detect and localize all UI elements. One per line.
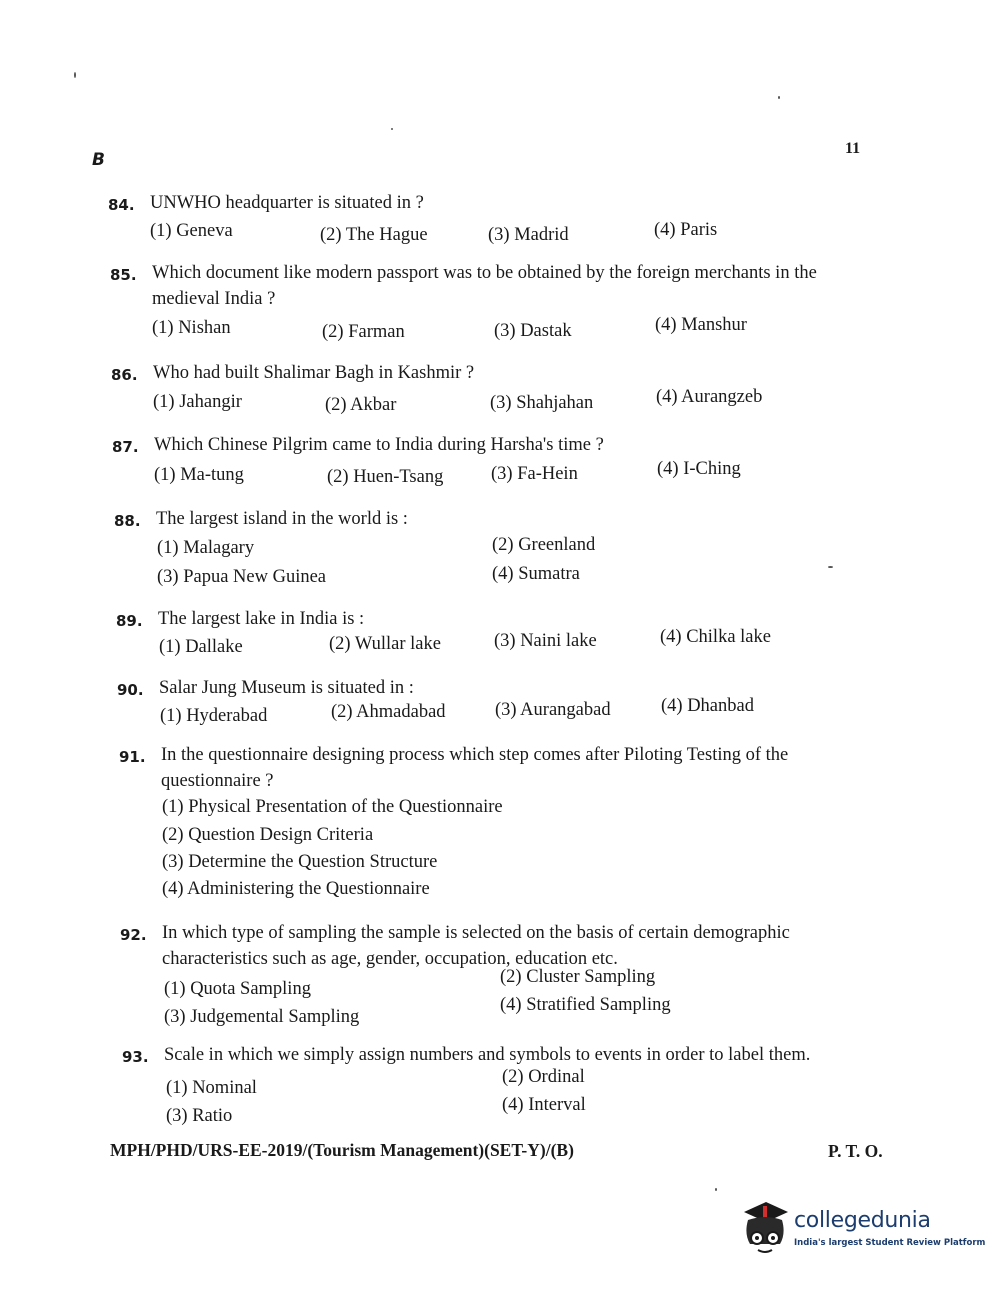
option-3: (3) Fa-Hein	[491, 464, 578, 484]
paper-code: MPH/PHD/URS-EE-2019/(Tourism Management)(SET-Y)/(B)	[110, 1140, 574, 1160]
option-1: (1) Geneva	[150, 221, 233, 241]
question-number: 93.	[122, 1048, 149, 1066]
brand-tagline: India's largest Student Review Platform	[794, 1238, 986, 1248]
question-text: Who had built Shalimar Bagh in Kashmir ?	[153, 363, 475, 383]
option-4: (4) Stratified Sampling	[500, 995, 671, 1015]
option-2: (2) Akbar	[325, 395, 397, 415]
question-number: 84.	[108, 196, 135, 214]
option-2: (2) Ahmadabad	[331, 702, 446, 722]
option-1: (1) Ma-tung	[154, 465, 244, 485]
option-1: (1) Nominal	[166, 1078, 257, 1098]
option-4: (4) Interval	[502, 1095, 586, 1115]
question-number: 85.	[110, 266, 137, 284]
option-3: (3) Dastak	[494, 321, 572, 341]
option-3: (3) Determine the Question Structure	[162, 852, 438, 872]
option-2: (2) Huen-Tsang	[327, 467, 444, 487]
scan-speck	[74, 72, 76, 78]
scan-speck	[778, 96, 780, 99]
brand-name: collegedunia	[794, 1208, 931, 1233]
option-2: (2) Ordinal	[502, 1067, 585, 1087]
option-4: (4) I-Ching	[657, 459, 741, 479]
scan-speck	[828, 566, 833, 568]
option-1: (1) Dallake	[159, 637, 243, 657]
option-3: (3) Papua New Guinea	[157, 567, 327, 587]
option-3: (3) Naini lake	[494, 631, 597, 651]
question-text: Scale in which we simply assign numbers and symbols to events in order to label them.	[164, 1045, 811, 1065]
option-1: (1) Physical Presentation of the Questionnaire	[162, 797, 503, 817]
option-4: (4) Paris	[654, 220, 718, 240]
option-4: (4) Chilka lake	[660, 627, 771, 647]
option-4: (4) Sumatra	[492, 564, 580, 584]
scan-speck	[715, 1188, 717, 1191]
question-number: 87.	[112, 438, 139, 456]
option-1: (1) Nishan	[152, 318, 231, 338]
option-3: (3) Shahjahan	[490, 393, 594, 413]
option-2: (2) Cluster Sampling	[500, 967, 656, 987]
question-number: 86.	[111, 366, 138, 384]
question-number: 88.	[114, 512, 141, 530]
option-3: (3) Madrid	[488, 225, 569, 245]
option-2: (2) Greenland	[492, 535, 596, 555]
pto-label: P. T. O.	[828, 1141, 883, 1161]
question-text: Which document like modern passport was to be obtained by the foreign merchants in the medieval India ?	[152, 263, 817, 309]
option-1: (1) Quota Sampling	[164, 979, 311, 999]
question-text: The largest island in the world is :	[156, 509, 408, 529]
page-number: 11	[845, 140, 861, 157]
scan-speck	[391, 128, 393, 130]
option-4: (4) Dhanbad	[661, 696, 754, 716]
question-number: 89.	[116, 612, 143, 630]
option-3: (3) Aurangabad	[495, 700, 611, 720]
option-4: (4) Administering the Questionnaire	[162, 879, 430, 899]
option-2: (2) The Hague	[320, 225, 428, 245]
option-4: (4) Aurangzeb	[656, 387, 763, 407]
question-text: Which Chinese Pilgrim came to India during Harsha's time ?	[154, 435, 604, 455]
option-1: (1) Hyderabad	[160, 706, 268, 726]
option-4: (4) Manshur	[655, 315, 747, 335]
option-3: (3) Ratio	[166, 1106, 233, 1126]
question-text: In the questionnaire designing process which step comes after Piloting Testing of the questionnaire ?	[161, 745, 789, 791]
question-number: 91.	[119, 748, 146, 766]
student-mascot-icon	[736, 1198, 792, 1256]
question-text: The largest lake in India is :	[158, 609, 365, 629]
option-3: (3) Judgemental Sampling	[164, 1007, 360, 1027]
question-number: 92.	[120, 926, 147, 944]
option-1: (1) Jahangir	[153, 392, 242, 412]
option-2: (2) Farman	[322, 322, 405, 342]
question-number: 90.	[117, 681, 144, 699]
set-letter: B	[92, 150, 105, 170]
option-2: (2) Wullar lake	[329, 634, 441, 654]
collegedunia-watermark	[736, 1198, 986, 1258]
option-2: (2) Question Design Criteria	[162, 825, 374, 845]
question-text: UNWHO headquarter is situated in ?	[150, 193, 424, 213]
option-1: (1) Malagary	[157, 538, 255, 558]
question-text: In which type of sampling the sample is selected on the basis of certain demographic characteristics such as age, gender, occupation, education etc.	[162, 923, 790, 969]
question-text: Salar Jung Museum is situated in :	[159, 678, 414, 698]
